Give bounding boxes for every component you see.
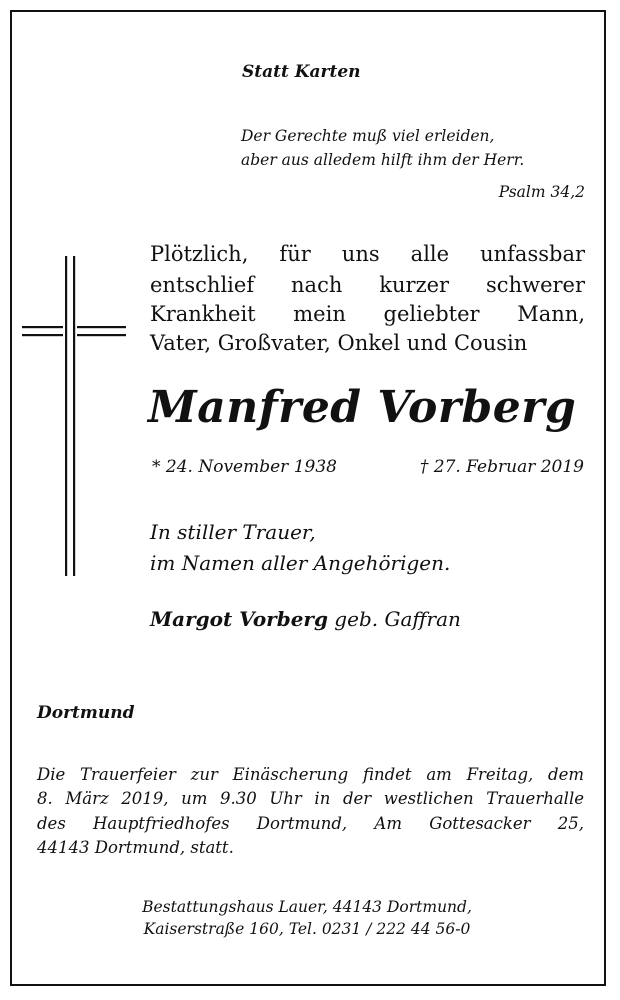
funeral-line: 44143 Dortmund, statt. (37, 838, 234, 857)
birth-date: * 24. November 1938 (152, 457, 337, 477)
mourning-line: im Namen aller Angehörigen. (150, 551, 451, 575)
funeral-line: Die Trauerfeier zur Einäscherung findet am Freitag, dem (37, 765, 584, 784)
funeral-line: des Hauptfriedhofes Dortmund, Am Gottesacker 25, (37, 814, 584, 833)
mourner-name: Margot Vorberg (150, 607, 328, 631)
motto-line: Der Gerechte muß viel erleiden, (241, 127, 495, 145)
death-date: † 27. Februar 2019 (419, 457, 584, 477)
mourner-maiden-name: geb. Gaffran (327, 607, 461, 631)
header-title: Statt Karten (242, 62, 361, 82)
intro-line: entschlief nach kurzer schwerer (150, 273, 585, 297)
mourner (150, 607, 461, 631)
deceased-name: Manfred Vorberg (148, 382, 577, 433)
cross-icon (20, 256, 130, 580)
psalm-reference: Psalm 34,2 (498, 183, 585, 201)
city: Dortmund (37, 703, 135, 723)
intro-line: Krankheit mein geliebter Mann, (150, 302, 585, 326)
motto-line: aber aus alledem hilft ihm der Herr. (241, 151, 525, 169)
intro-line: Plötzlich, für uns alle unfassbar (150, 242, 585, 266)
funeral-line: 8. März 2019, um 9.30 Uhr in der westlichen Trauerhalle (37, 789, 584, 808)
intro-line: Vater, Großvater, Onkel und Cousin (150, 331, 528, 355)
undertaker-line: Bestattungshaus Lauer, 44143 Dortmund, (142, 898, 472, 916)
undertaker-line: Kaiserstraße 160, Tel. 0231 / 222 44 56-0 (143, 920, 471, 938)
mourning-line: In stiller Trauer, (150, 520, 316, 544)
